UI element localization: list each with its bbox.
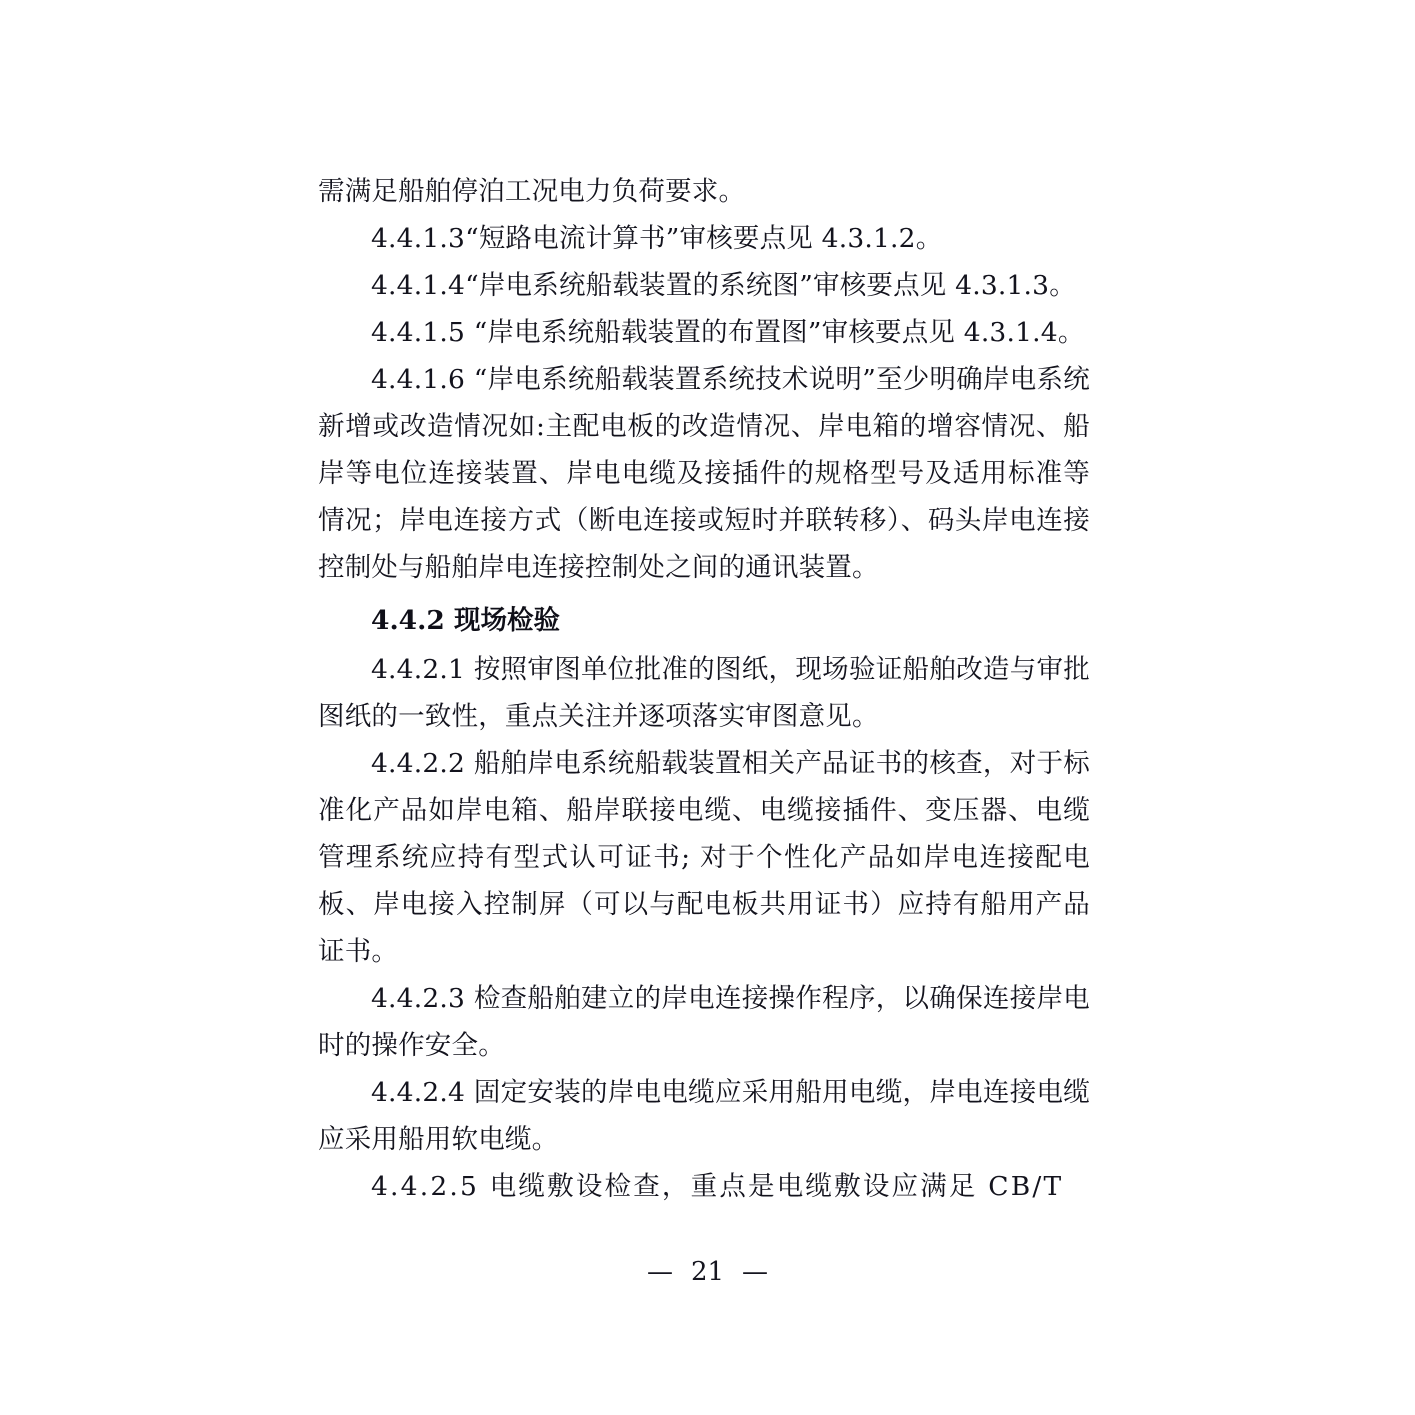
paragraph-4-4-2-2: 4.4.2.2 船舶岸电系统船载装置相关产品证书的核查，对于标准化产品如岸电箱、船岸联接电缆、电缆接插件、变压器、电缆管理系统应持有型式认可证书; 对于个性化产品如岸电连接配电板、岸电接入控制屏（可以与配电板共用证书）应持有船用产品证书。 (318, 748, 1090, 967)
paragraph-4-4-1-4: 4.4.1.4“岸电系统船载装置的系统图”审核要点见 4.3.1.3。 (371, 270, 1076, 301)
paragraph-continuation: 需满足船舶停泊工况电力负荷要求。 (318, 176, 746, 207)
page-footer (0, 1257, 1415, 1287)
paragraph-4-4-1-5: 4.4.1.5 “岸电系统船载装置的布置图”审核要点见 4.3.1.4。 (371, 317, 1085, 348)
page-body (318, 168, 1090, 1210)
paragraph-4-4-1-6: 4.4.1.6 “岸电系统船载装置系统技术说明”至少明确岸电系统新增或改造情况如:主配电板的改造情况、岸电箱的增容情况、船岸等电位连接装置、岸电电缆及接插件的规格型号及适用标准等情况；岸电连接方式（断电连接或短时并联转移）、码头岸电连接控制处与船舶岸电连接控制处之间的通讯装置。 (318, 364, 1090, 583)
paragraph-4-4-2-5: 4.4.2.5 电缆敷设检查，重点是电缆敷设应满足 CB/T (371, 1171, 1064, 1202)
paragraph-4-4-1-3: 4.4.1.3“短路电流计算书”审核要点见 4.3.1.2。 (371, 223, 943, 254)
section-heading-4-4-2: 4.4.2 现场检验 (371, 605, 560, 636)
paragraph-4-4-2-4: 4.4.2.4 固定安装的岸电电缆应采用船用电缆，岸电连接电缆应采用船用软电缆。 (318, 1077, 1090, 1155)
paragraph-4-4-2-3: 4.4.2.3 检查船舶建立的岸电连接操作程序，以确保连接岸电时的操作安全。 (318, 983, 1090, 1061)
footer-dash-left: — (646, 1257, 673, 1287)
page-number: 21 (690, 1257, 725, 1287)
footer-dash-right: — (742, 1257, 769, 1287)
paragraph-4-4-2-1: 4.4.2.1 按照审图单位批准的图纸，现场验证船舶改造与审批图纸的一致性，重点关注并逐项落实审图意见。 (318, 654, 1090, 732)
